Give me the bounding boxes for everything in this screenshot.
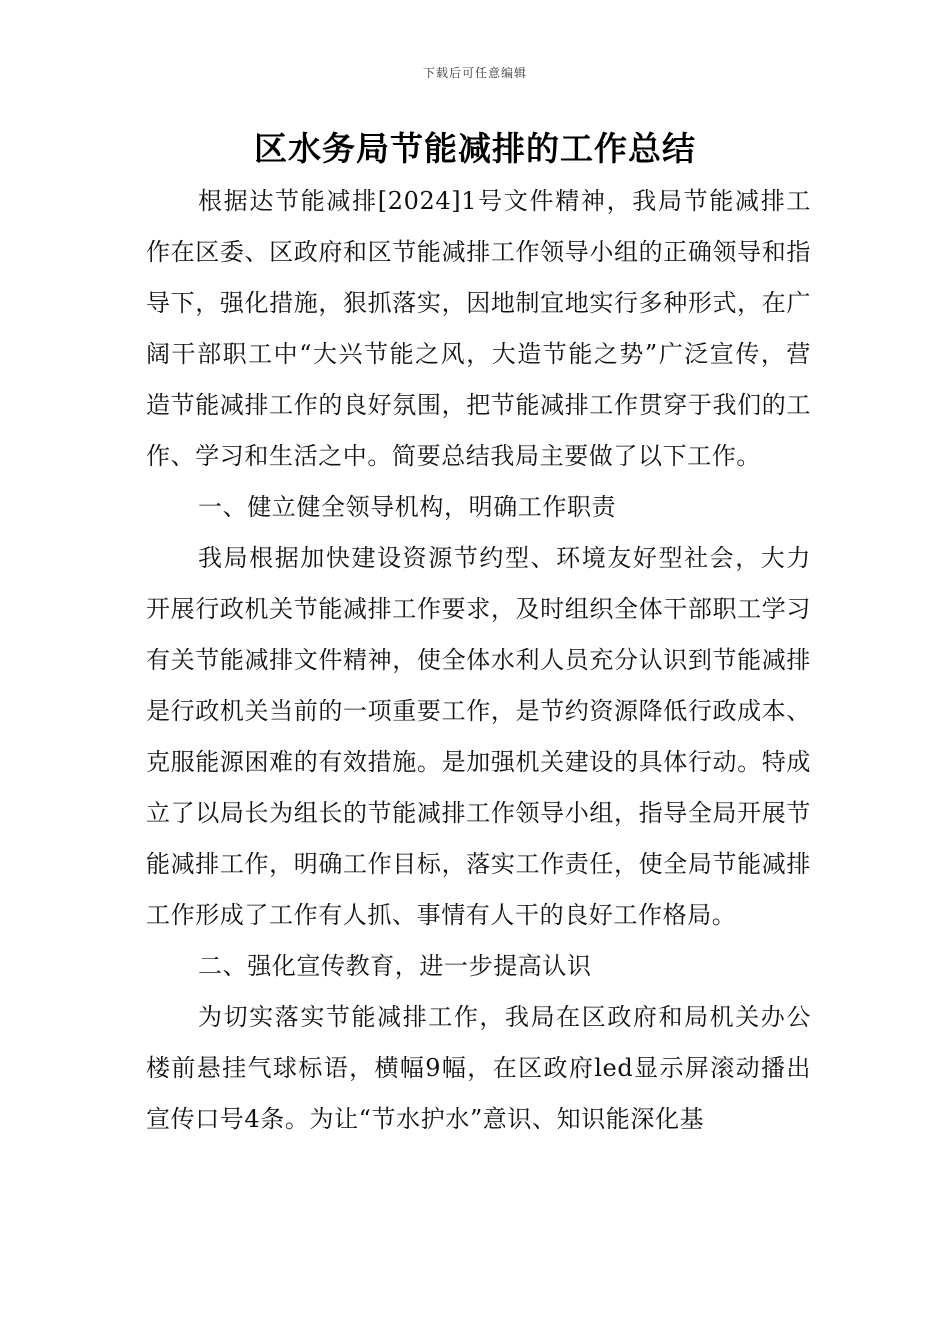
section-1-heading: 一、健立健全领导机构，明确工作职责 [198, 493, 617, 521]
document-title: 区水务局节能减排的工作总结 [254, 129, 696, 168]
section-1-paragraph: 我局根据加快建设资源节约型、环境友好型社会，大力开展行政机关节能减排工作要求，及时组织全体干部职工学习有关节能减排文件精神，使全体水利人员充分认识到节能减排是行政机关当前的一项重要工作，是节约资源降低行政成本、克服能源困难的有效措施。是加强机关建设的具体行动。特成立了以局长为组长的节能减排工作领导小组，指导全局开展节能减排工作，明确工作目标，落实工作责任，使全局节能减排工作形成了工作有人抓、事情有人干的良好工作格局。 [146, 544, 811, 929]
intro-paragraph: 根据达节能减排[2024]1号文件精神，我局节能减排工作在区委、区政府和区节能减排工作领导小组的正确领导和指导下，强化措施，狠抓落实，因地制宜地实行多种形式，在广阔干部职工中“大兴节能之风，大造节能之势”广泛宣传，营造节能减排工作的良好氛围，把节能减排工作贯穿于我们的工作、学习和生活之中。简要总结我局主要做了以下工作。 [146, 187, 811, 470]
header-note: 下载后可任意编辑 [422, 66, 527, 80]
section-2-heading: 二、强化宣传教育，进一步提高认识 [198, 952, 592, 980]
section-2-paragraph: 为切实落实节能减排工作，我局在区政府和局机关办公楼前悬挂气球标语，横幅9幅，在区政府led显示屏滚动播出宣传口号4条。为让“节水护水”意识、知识能深化基 [146, 1003, 811, 1133]
document-body [146, 176, 811, 1145]
